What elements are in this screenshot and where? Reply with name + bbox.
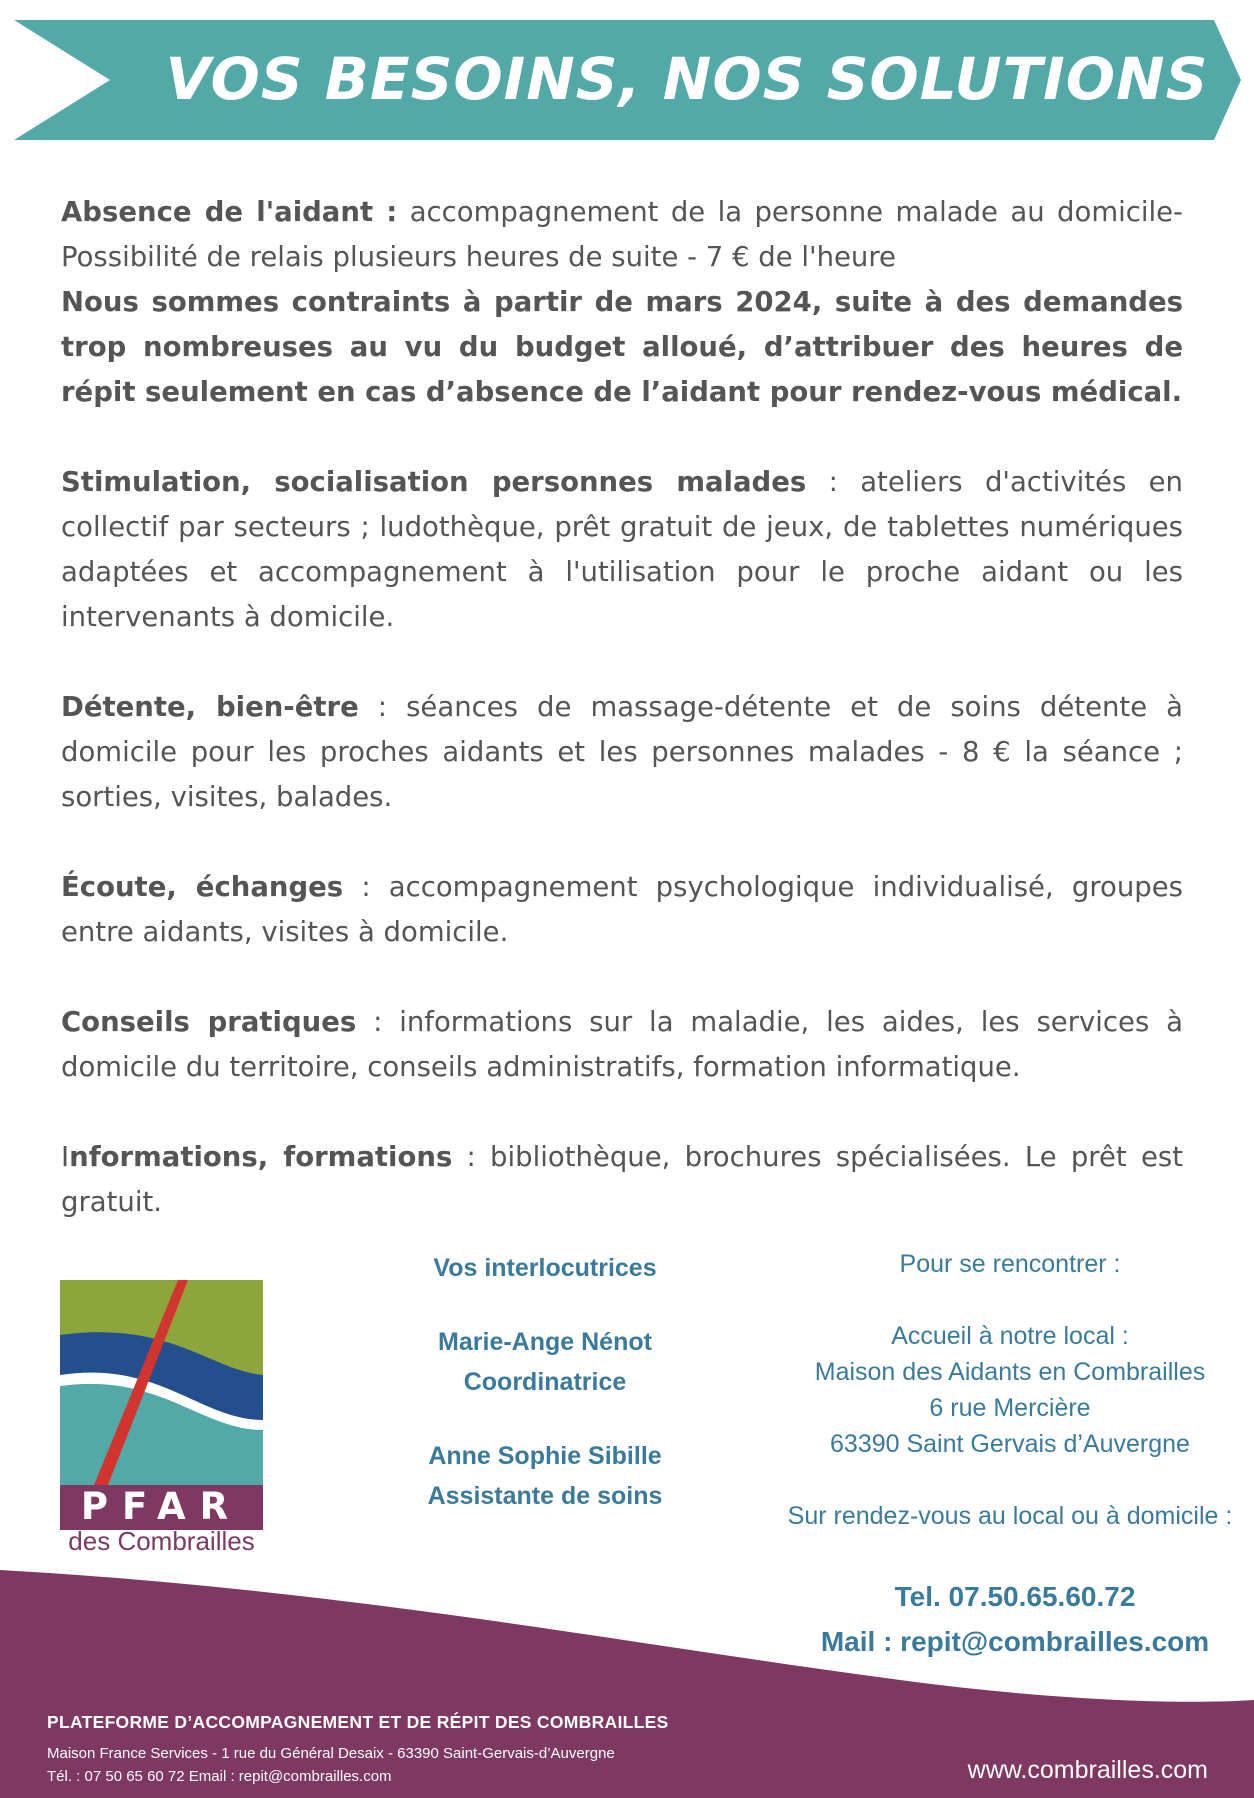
contacts-title: Vos interlocutrices [433, 1254, 657, 1282]
section-heading: Absence de l'aidant : [61, 196, 398, 228]
contact-persons [390, 1248, 700, 1516]
logo-letters: PFAR [80, 1485, 243, 1528]
section-stimulation [61, 460, 1183, 640]
section-text: : séances de massage-détente et de soins détente à domicile pour les proches aidants et les personnes malades - 8 € la séance ; sorties, visites, balades. [61, 691, 1184, 813]
meeting-info [770, 1246, 1250, 1534]
website-link[interactable]: www.combrailles.com [967, 1756, 1208, 1784]
person2-role: Assistante de soins [427, 1482, 663, 1510]
section-text: : bibliothèque, brochures spécialisées. Le prêt est gratuit. [61, 1141, 1183, 1218]
section-heading-prefix: I [61, 1141, 70, 1173]
section-note: Nous sommes contraints à partir de mars 2024, suite à des demandes trop nombreuses au vu du budget alloué, d’attribuer des heures de répit seulement en cas d’absence de l’aidant pour rendez-vous médical. [61, 286, 1183, 408]
section-heading: nformations, formations [69, 1141, 453, 1173]
section-absence [61, 190, 1183, 415]
logo-subtitle: des Combrailles [68, 1526, 255, 1556]
footer-address: Maison France Services - 1 rue du Général Desaix - 63390 Saint-Gervais-d’Auvergne [47, 1745, 615, 1762]
section-text: : informations sur la maladie, les aides, les services à domicile du territoire, conseils administratifs, formation informatique. [61, 1006, 1183, 1083]
section-informations [61, 1135, 1183, 1225]
pfar-logo [60, 1280, 263, 1555]
mail-address[interactable]: Mail : repit@combrailles.com [820, 1626, 1210, 1657]
meet-line5: Sur rendez-vous au local ou à domicile : [787, 1502, 1233, 1530]
section-heading: Conseils pratiques [61, 1006, 357, 1038]
page-title: VOS BESOINS, NOS SOLUTIONS [165, 45, 1209, 113]
section-conseils [61, 1000, 1183, 1090]
section-detente [61, 685, 1183, 820]
person1-role: Coordinatrice [463, 1368, 627, 1396]
services-list [61, 190, 1183, 1270]
section-text: : ateliers d'activités en collectif par secteurs ; ludothèque, prêt gratuit de jeux, de tablettes numériques adaptées et accompagnement à l'utilisation pour le proche aidant ou les intervenants à domicile. [61, 466, 1183, 633]
header-banner [0, 0, 1254, 150]
logo-graphic [60, 1280, 263, 1485]
footer-title: PLATEFORME D’ACCOMPAGNEMENT ET DE RÉPIT DES COMBRAILLES [47, 1712, 669, 1732]
section-heading: Stimulation, socialisation personnes malades [61, 466, 807, 498]
meet-line4: 63390 Saint Gervais d’Auvergne [830, 1430, 1190, 1458]
section-heading: Détente, bien-être [61, 691, 359, 723]
section-heading: Écoute, échanges [61, 871, 344, 903]
person2-name: Anne Sophie Sibille [428, 1442, 662, 1470]
meet-line1: Accueil à notre local : [891, 1322, 1129, 1350]
meet-title: Pour se rencontrer : [899, 1250, 1121, 1278]
section-text: accompagnement de la personne malade au domicile- Possibilité de relais plusieurs heures de suite - 7 € de l'heure [61, 196, 1183, 273]
section-text: : accompagnement psychologique individualisé, groupes entre aidants, visites à domicile. [61, 871, 1183, 948]
meet-line2: Maison des Aidants en Combrailles [814, 1358, 1206, 1386]
person1-name: Marie-Ange Nénot [438, 1328, 652, 1356]
footer-contact: Tél. : 07 50 65 60 72 Email : repit@combrailles.com [47, 1768, 392, 1785]
meet-line3: 6 rue Mercière [929, 1394, 1091, 1422]
phone-mail-block [790, 1574, 1240, 1664]
phone-number[interactable]: Tel. 07.50.65.60.72 [894, 1581, 1136, 1612]
section-ecoute [61, 865, 1183, 955]
